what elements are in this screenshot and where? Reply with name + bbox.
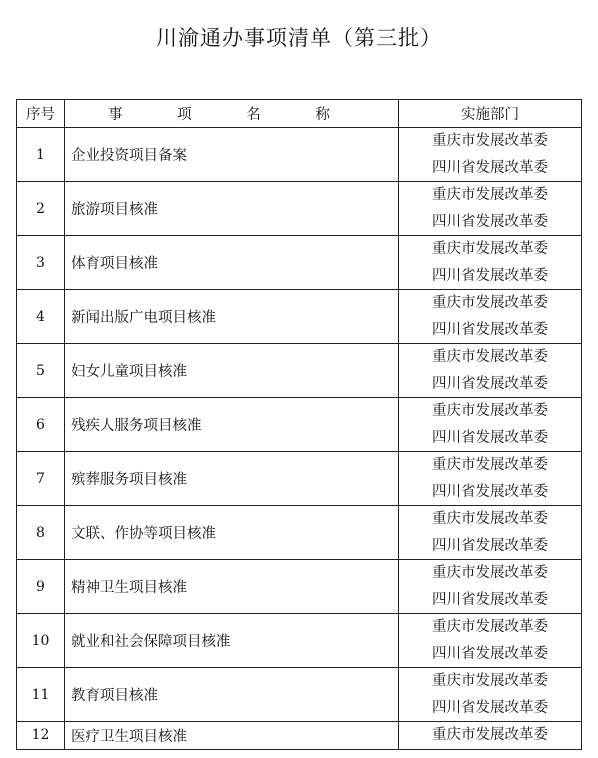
implementing-depts: [399, 560, 582, 614]
item-name: 新闻出版广电项目核准: [65, 290, 399, 344]
implementing-depts: [399, 722, 582, 750]
item-name: 残疾人服务项目核准: [65, 398, 399, 452]
items-table: [16, 99, 582, 750]
table-row: [17, 236, 582, 290]
dept-name: 四川省发展改革委: [432, 591, 548, 608]
row-number: 10: [17, 614, 65, 668]
implementing-depts: [399, 506, 582, 560]
row-number: 6: [17, 398, 65, 452]
dept-name: 四川省发展改革委: [432, 537, 548, 554]
dept-name: 重庆市发展改革委: [432, 673, 548, 689]
table-row: [17, 182, 582, 236]
dept-name: 重庆市发展改革委: [432, 727, 548, 743]
item-name: 妇女儿童项目核准: [65, 344, 399, 398]
row-number: 8: [17, 506, 65, 560]
table-row: [17, 560, 582, 614]
item-name: 医疗卫生项目核准: [65, 722, 399, 750]
table-row: [17, 614, 582, 668]
item-name: 精神卫生项目核准: [65, 560, 399, 614]
implementing-depts: [399, 344, 582, 398]
table-header-row: [17, 100, 582, 128]
implementing-depts: [399, 614, 582, 668]
row-number: 7: [17, 452, 65, 506]
implementing-depts: [399, 452, 582, 506]
dept-name: 重庆市发展改革委: [432, 565, 548, 581]
implementing-depts: [399, 236, 582, 290]
table-row: [17, 290, 582, 344]
table-row: [17, 398, 582, 452]
item-name: 教育项目核准: [65, 668, 399, 722]
dept-name: 重庆市发展改革委: [432, 457, 548, 473]
dept-name: 四川省发展改革委: [432, 159, 548, 176]
table-row: [17, 722, 582, 750]
row-number: 3: [17, 236, 65, 290]
dept-name: 重庆市发展改革委: [432, 511, 548, 527]
implementing-depts: [399, 668, 582, 722]
dept-name: 四川省发展改革委: [432, 267, 548, 284]
dept-name: 重庆市发展改革委: [432, 349, 548, 365]
dept-name: 四川省发展改革委: [432, 429, 548, 446]
dept-name: 四川省发展改革委: [432, 375, 548, 392]
header-name: [65, 100, 399, 128]
dept-name: 重庆市发展改革委: [432, 241, 548, 257]
dept-name: 四川省发展改革委: [432, 213, 548, 230]
dept-name: 重庆市发展改革委: [432, 187, 548, 203]
table-row: [17, 452, 582, 506]
item-name: 旅游项目核准: [65, 182, 399, 236]
row-number: 1: [17, 128, 65, 182]
implementing-depts: [399, 398, 582, 452]
item-name: 殡葬服务项目核准: [65, 452, 399, 506]
implementing-depts: [399, 182, 582, 236]
dept-name: 重庆市发展改革委: [432, 295, 548, 311]
implementing-depts: [399, 290, 582, 344]
header-dept: 实施部门: [399, 100, 582, 128]
row-number: 2: [17, 182, 65, 236]
item-name: 就业和社会保障项目核准: [65, 614, 399, 668]
table-row: [17, 128, 582, 182]
header-name-label: 事 项 名 称: [108, 107, 355, 123]
dept-name: 四川省发展改革委: [432, 321, 548, 338]
table-row: [17, 668, 582, 722]
table-row: [17, 506, 582, 560]
item-name: 企业投资项目备案: [65, 128, 399, 182]
dept-name: 重庆市发展改革委: [432, 403, 548, 419]
row-number: 12: [17, 722, 65, 750]
dept-name: 四川省发展改革委: [432, 699, 548, 716]
row-number: 9: [17, 560, 65, 614]
table-row: [17, 344, 582, 398]
dept-name: 重庆市发展改革委: [432, 619, 548, 635]
implementing-depts: [399, 128, 582, 182]
dept-name: 四川省发展改革委: [432, 483, 548, 500]
row-number: 5: [17, 344, 65, 398]
row-number: 11: [17, 668, 65, 722]
row-number: 4: [17, 290, 65, 344]
table-body: [17, 128, 582, 750]
item-name: 文联、作协等项目核准: [65, 506, 399, 560]
page-title: 川渝通办事项清单（第三批）: [156, 26, 442, 50]
header-no: 序号: [17, 100, 65, 128]
dept-name: 重庆市发展改革委: [432, 133, 548, 149]
dept-name: 四川省发展改革委: [432, 645, 548, 662]
item-name: 体育项目核准: [65, 236, 399, 290]
